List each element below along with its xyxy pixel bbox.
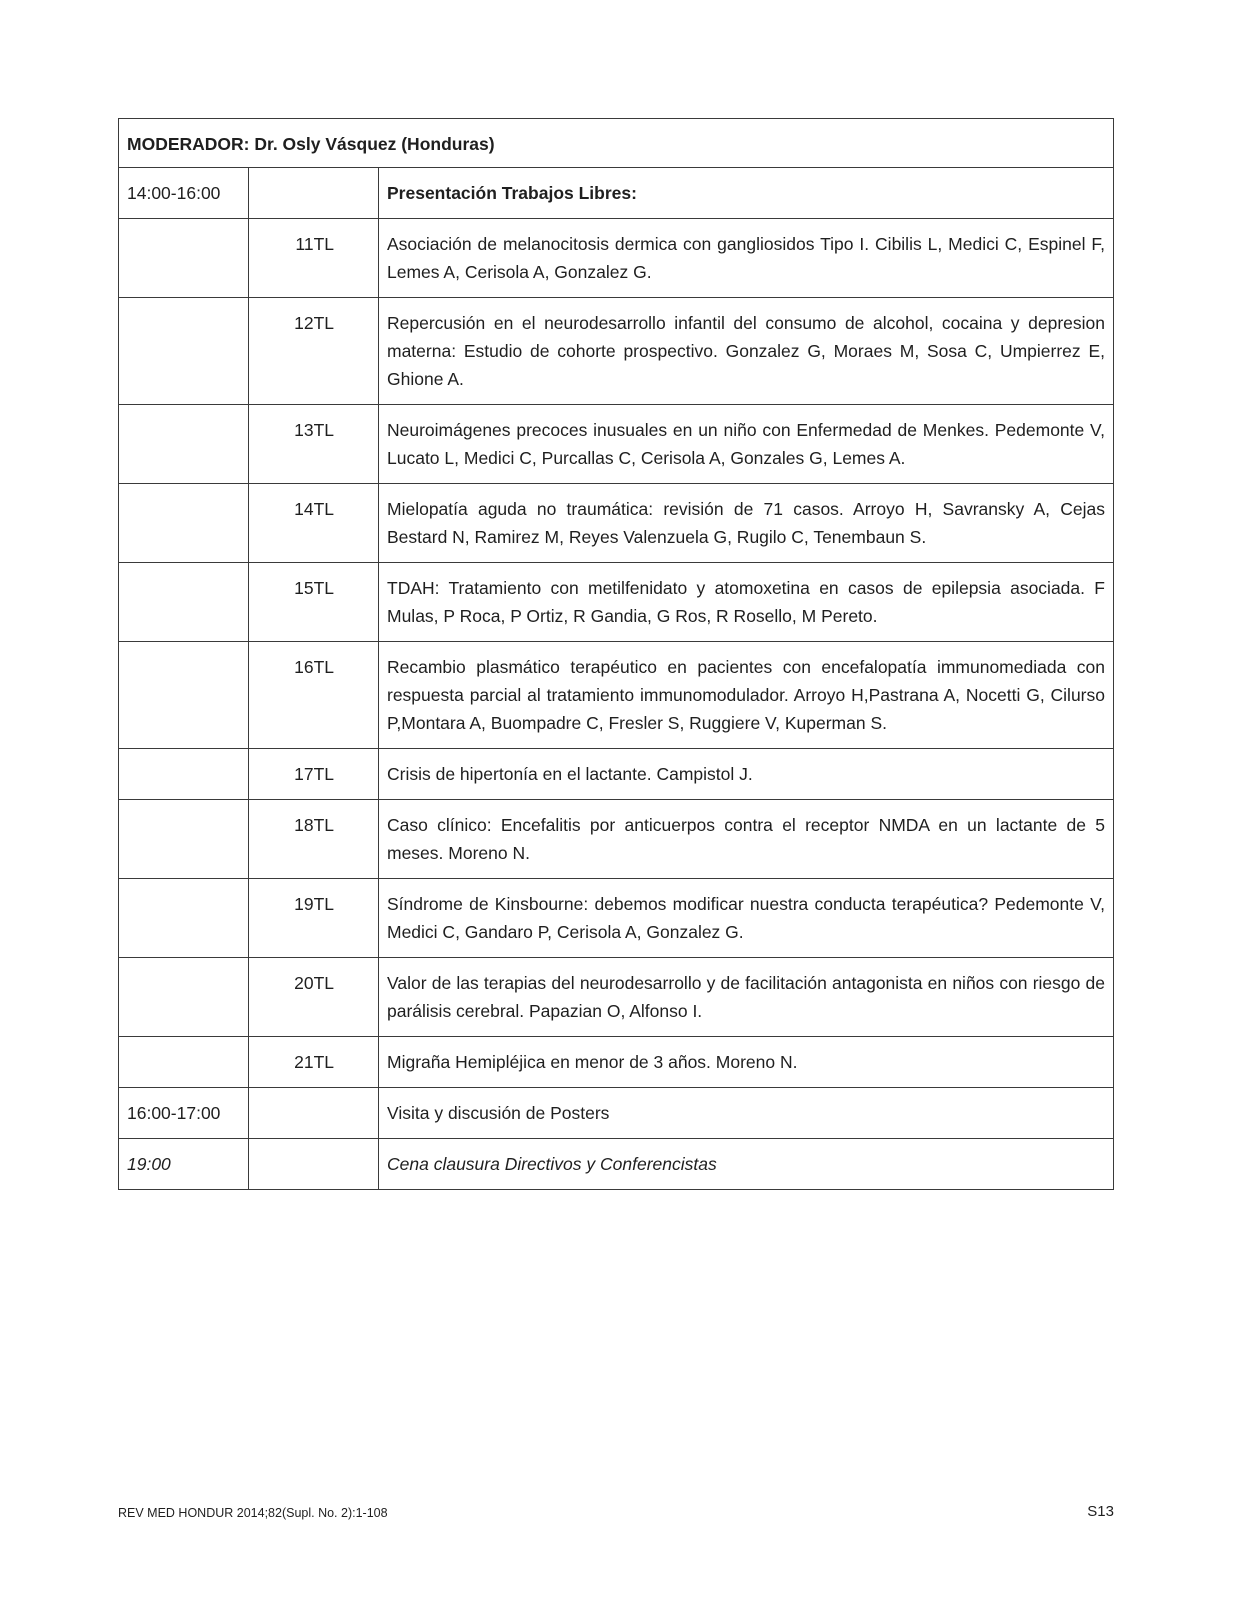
talk-description: Repercusión en el neurodesarrollo infantil del consumo de alcohol, cocaina y depresion materna: Estudio de cohorte prospectivo. Gonzalez G, Moraes M, Sosa C, Umpierrez E, Ghione A. bbox=[387, 313, 1105, 389]
talk-description: Asociación de melanocitosis dermica con gangliosidos Tipo I. Cibilis L, Medici C, Espinel F, Lemes A, Cerisola A, Gonzalez G. bbox=[387, 234, 1105, 282]
talk-code: 19TL bbox=[294, 894, 334, 914]
empty-cell bbox=[119, 879, 248, 929]
empty-cell bbox=[119, 1037, 248, 1087]
talk-code: 13TL bbox=[294, 420, 334, 440]
talk-row bbox=[119, 405, 1114, 484]
page-number: S13 bbox=[1087, 1503, 1114, 1520]
program-table bbox=[118, 118, 1114, 1190]
talk-code: 11TL bbox=[295, 234, 334, 254]
empty-cell bbox=[119, 958, 248, 1008]
posters-row bbox=[119, 1088, 1114, 1139]
empty-cell bbox=[249, 1139, 378, 1189]
talk-code: 21TL bbox=[294, 1052, 334, 1072]
talk-row bbox=[119, 879, 1114, 958]
talk-row bbox=[119, 642, 1114, 749]
session-title: Presentación Trabajos Libres: bbox=[387, 183, 637, 203]
talk-description: Mielopatía aguda no traumática: revisión de 71 casos. Arroyo H, Savransky A, Cejas Bestard N, Ramirez M, Reyes Valenzuela G, Rugilo C, Tenembaun S. bbox=[387, 499, 1105, 547]
journal-citation: REV MED HONDUR 2014;82(Supl. No. 2):1-108 bbox=[118, 1506, 388, 1520]
talk-code: 17TL bbox=[294, 764, 334, 784]
talk-row bbox=[119, 749, 1114, 800]
talk-code: 16TL bbox=[294, 657, 334, 677]
talk-description: Síndrome de Kinsbourne: debemos modificar nuestra conducta terapéutica? Pedemonte V, Medici C, Gandaro P, Cerisola A, Gonzalez G. bbox=[387, 894, 1105, 942]
talk-row bbox=[119, 298, 1114, 405]
talk-description: Crisis de hipertonía en el lactante. Campistol J. bbox=[387, 764, 753, 784]
session-time: 14:00-16:00 bbox=[127, 183, 221, 203]
session-row bbox=[119, 168, 1114, 219]
empty-cell bbox=[119, 563, 248, 613]
talk-row bbox=[119, 1037, 1114, 1088]
empty-cell bbox=[119, 219, 248, 269]
empty-cell bbox=[249, 168, 378, 218]
talk-description: Migraña Hemipléjica en menor de 3 años. Moreno N. bbox=[387, 1052, 798, 1072]
posters-description: Visita y discusión de Posters bbox=[387, 1103, 610, 1123]
talk-description: Recambio plasmático terapéutico en pacientes con encefalopatía immunomediada con respuesta parcial al tratamiento immunomodulador. Arroyo H,Pastrana A, Nocetti G, Cilurso P,Montara A, Buompadre C, Fresler S, Ruggiere V, Kuperman S. bbox=[387, 657, 1105, 733]
talk-code: 20TL bbox=[294, 973, 334, 993]
empty-cell bbox=[119, 800, 248, 850]
empty-cell bbox=[119, 749, 248, 799]
empty-cell bbox=[249, 1088, 378, 1138]
talk-description: Neuroimágenes precoces inusuales en un niño con Enfermedad de Menkes. Pedemonte V, Lucato L, Medici C, Purcallas C, Cerisola A, Gonzales G, Lemes A. bbox=[387, 420, 1105, 468]
talk-row bbox=[119, 958, 1114, 1037]
talk-row bbox=[119, 800, 1114, 879]
moderator-row bbox=[119, 119, 1114, 168]
talk-code: 18TL bbox=[294, 815, 334, 835]
talk-description: Valor de las terapias del neurodesarrollo y de facilitación antagonista en niños con riesgo de parálisis cerebral. Papazian O, Alfonso I. bbox=[387, 973, 1105, 1021]
posters-time: 16:00-17:00 bbox=[127, 1103, 221, 1123]
talk-code: 14TL bbox=[294, 499, 334, 519]
dinner-row bbox=[119, 1139, 1114, 1190]
talk-row bbox=[119, 563, 1114, 642]
empty-cell bbox=[119, 484, 248, 534]
talk-description: Caso clínico: Encefalitis por anticuerpos contra el receptor NMDA en un lactante de 5 meses. Moreno N. bbox=[387, 815, 1105, 863]
talk-code: 12TL bbox=[294, 313, 334, 333]
empty-cell bbox=[119, 405, 248, 455]
talk-description: TDAH: Tratamiento con metilfenidato y atomoxetina en casos de epilepsia asociada. F Mulas, P Roca, P Ortiz, R Gandia, G Ros, R Rosello, M Pereto. bbox=[387, 578, 1105, 626]
moderator-label: MODERADOR: Dr. Osly Vásquez (Honduras) bbox=[119, 119, 1114, 168]
empty-cell bbox=[119, 642, 248, 692]
talk-code: 15TL bbox=[294, 578, 334, 598]
talk-row bbox=[119, 484, 1114, 563]
dinner-description: Cena clausura Directivos y Conferencistas bbox=[387, 1154, 717, 1174]
talk-row bbox=[119, 219, 1114, 298]
empty-cell bbox=[119, 298, 248, 348]
dinner-time: 19:00 bbox=[127, 1154, 171, 1174]
